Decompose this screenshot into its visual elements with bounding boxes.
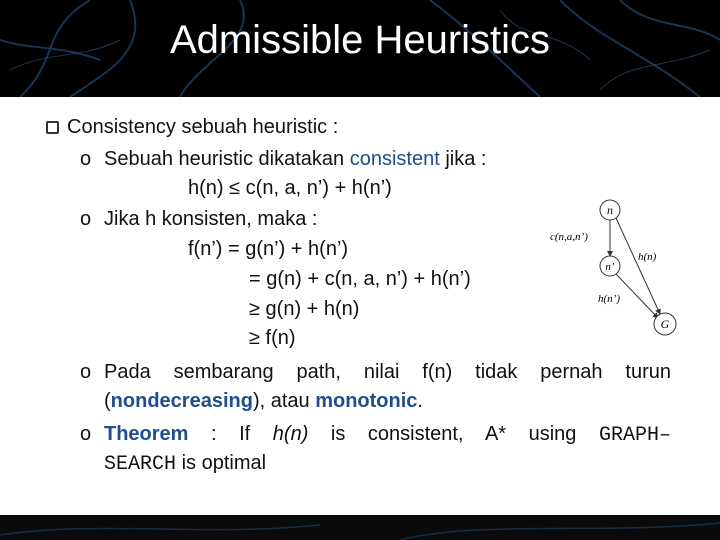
theorem-search: SEARCH (104, 453, 177, 476)
keyword-nondecreasing: nondecreasing (110, 390, 253, 412)
main-bullet-text: Consistency sebuah heuristic : (67, 116, 339, 138)
equation-line-4: ≥ f(n) (249, 327, 296, 349)
edge-label-cost: c(n,a,n’) (550, 231, 588, 243)
monotonic-mid: ), atau (252, 390, 316, 412)
theorem-graph: GRAPH– (598, 424, 671, 447)
node-goal-label: G (660, 317, 670, 331)
edge-label-hnprime: h(n’) (598, 293, 620, 305)
formula-consistency: h(n) ≤ c(n, a, n’) + h(n’) (188, 177, 392, 199)
sub1-post: jika : (439, 148, 487, 170)
checkbox-bullet-icon (46, 121, 59, 134)
keyword-theorem: Theorem (104, 423, 189, 445)
node-n-label: n (607, 203, 613, 217)
edge-label-hn: h(n) (638, 251, 657, 263)
sub1-pre: Sebuah heuristic dikatakan (104, 148, 350, 170)
main-bullet (46, 115, 338, 139)
slide-title: Admissible Heuristics (169, 18, 551, 62)
theorem-text2: is consistent, A* using (308, 423, 599, 445)
sub-bullet-monotonic-line1: Pada sembarang path, nilai f(n) tidak pernah turun (104, 361, 671, 383)
sub-bullet-consistent-def (104, 147, 486, 171)
node-nprime-label: n’ (605, 261, 615, 273)
period: . (417, 390, 423, 412)
consistency-triangle-diagram (546, 198, 678, 338)
equation-line-3: ≥ g(n) + h(n) (249, 298, 360, 320)
sub-bullet-consistent-implies: Jika h konsisten, maka : (104, 208, 318, 230)
theorem-text1: : If (188, 423, 273, 445)
sub-bullet-theorem-line1 (104, 422, 671, 448)
decorative-footer-veins (0, 515, 720, 540)
theorem-text3: is optimal (176, 452, 267, 474)
slide-footer (0, 515, 720, 540)
sub-bullet-icon: o (80, 361, 92, 383)
keyword-monotonic: monotonic (315, 390, 418, 412)
paren-open: ( (104, 390, 111, 412)
equation-line-2: = g(n) + c(n, a, n’) + h(n’) (249, 268, 471, 290)
sub-bullet-icon: o (80, 423, 92, 445)
slide-header (0, 0, 720, 97)
theorem-hn: h(n) (272, 423, 309, 445)
sub-bullet-monotonic-line2 (104, 389, 423, 413)
sub-bullet-icon: o (80, 148, 92, 170)
edge-n-to-g (616, 218, 660, 314)
equation-line-1: f(n’) = g(n’) + h(n’) (188, 238, 349, 260)
keyword-consistent: consistent (349, 148, 440, 170)
sub-bullet-theorem-line2 (104, 451, 266, 477)
sub-bullet-icon: o (80, 208, 92, 230)
